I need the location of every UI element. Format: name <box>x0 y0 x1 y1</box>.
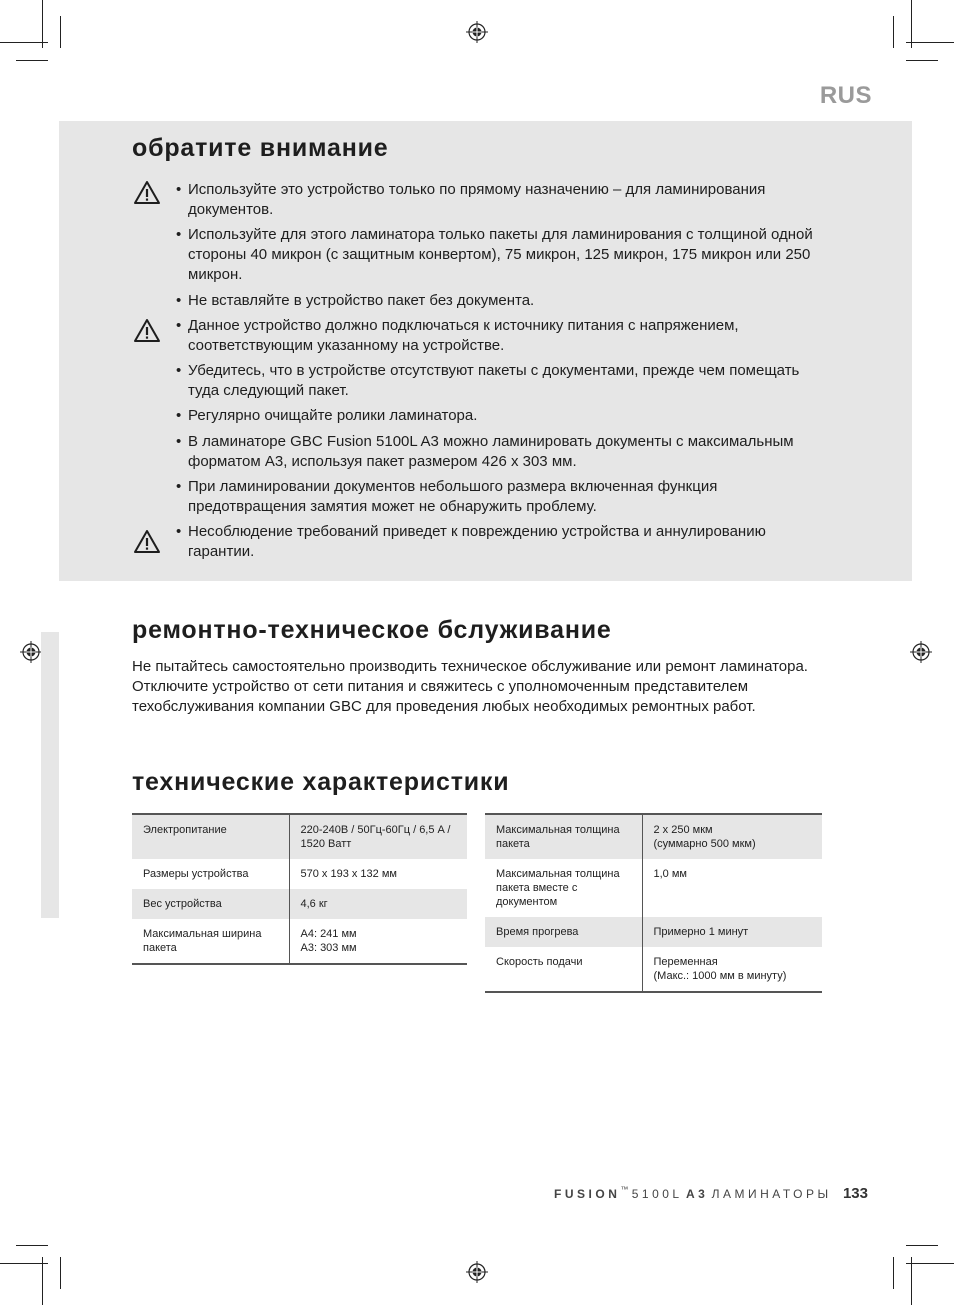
spec-value <box>642 947 822 992</box>
notice-item: • Убедитесь, что в устройстве отсутствуют пакеты с документами, прежде чем помещать туда следующий пакет. <box>176 361 816 401</box>
spec-label: Время прогрева <box>485 917 642 947</box>
warning-triangle-icon <box>133 318 161 344</box>
spec-label: Размеры устройства <box>132 859 289 889</box>
spec-value-line: (Макс.: 1000 мм в минуту) <box>653 970 787 982</box>
footer-model: 5100L <box>631 1187 683 1201</box>
spec-label: Электропитание <box>132 815 289 859</box>
table-row <box>132 919 467 964</box>
warning-triangle-icon <box>133 529 161 555</box>
spec-value: 4,6 кг <box>289 889 467 919</box>
spec-value-line: (суммарно 500 мкм) <box>653 838 756 850</box>
specs-table-left <box>132 815 467 965</box>
footer-trademark: ™ <box>620 1185 629 1194</box>
footer-size: A3 <box>685 1187 709 1201</box>
registration-mark-icon <box>466 21 488 43</box>
spec-value-line: A4: 241 мм <box>300 928 357 940</box>
registration-mark-icon <box>20 641 42 663</box>
table-row <box>132 889 467 919</box>
crop-mark <box>906 60 938 61</box>
spec-label: Максимальная ширина пакета <box>132 919 289 964</box>
footer-description: ЛАМИНАТОРЫ <box>711 1187 832 1201</box>
spec-value-line: Переменная <box>653 956 718 968</box>
spec-label: Максимальная толщина пакета вместе с документом <box>485 859 642 917</box>
notice-item: • В ламинаторе GBC Fusion 5100L A3 можно ламинировать документы с максимальным форматом A3, используя пакет размером 426 x 303 мм. <box>176 432 816 472</box>
page-footer <box>500 1185 868 1202</box>
table-row <box>485 815 822 859</box>
maintenance-title: ремонтно-техническое бслуживание <box>132 616 612 644</box>
spec-value-line: A3: 303 мм <box>300 942 357 954</box>
spec-label: Скорость подачи <box>485 947 642 992</box>
crop-mark <box>911 1257 912 1305</box>
specs-table-right <box>485 815 822 993</box>
table-row <box>485 859 822 917</box>
spec-value-line: 2 x 250 мкм <box>653 824 713 836</box>
notice-item: • При ламинировании документов небольшого размера включенная функция предотвращения замятия может не обнаружить проблему. <box>176 477 816 517</box>
crop-mark <box>893 1257 894 1289</box>
maintenance-text: Не пытайтесь самостоятельно производить техническое обслуживание или ремонт ламинатора. Отключите устройство от сети питания и свяжитесь с уполномоченным представителем техобслуживания компании GBC для проведения любых необходимых ремонтных работ. <box>132 658 808 715</box>
notice-title: обратите внимание <box>132 134 389 162</box>
crop-mark <box>906 1263 954 1264</box>
crop-mark <box>60 1257 61 1289</box>
crop-mark <box>0 42 48 43</box>
notice-item: • Данное устройство должно подключаться к источнику питания с напряжением, соответствующим указанному на устройстве. <box>176 316 816 356</box>
notice-item: • Несоблюдение требований приведет к повреждению устройства и аннулированию гарантии. <box>176 522 816 562</box>
crop-mark <box>906 42 954 43</box>
spec-value: 220-240В / 50Гц-60Гц / 6,5 A / 1520 Ватт <box>289 815 467 859</box>
warning-triangle-icon <box>133 180 161 206</box>
crop-mark <box>906 1245 938 1246</box>
spec-value: Примерно 1 минут <box>642 917 822 947</box>
spec-value: 570 x 193 x 132 мм <box>300 868 397 880</box>
notice-item: • Используйте это устройство только по прямому назначению – для ламинирования документов. <box>176 180 816 220</box>
crop-mark <box>60 16 61 48</box>
side-tab-bar <box>41 632 59 918</box>
crop-mark <box>42 0 43 48</box>
spec-value <box>642 815 822 859</box>
spec-value: 1,0 мм <box>653 868 687 880</box>
notice-item: • Используйте для этого ламинатора только пакеты для ламинирования с толщиной одной стороны 40 микрон (с защитным конвертом), 75 микрон, 125 микрон, 175 микрон или 250 микрон. <box>176 225 816 285</box>
spec-value <box>289 919 467 964</box>
registration-mark-icon <box>466 1261 488 1283</box>
table-row <box>132 859 467 889</box>
table-row <box>485 947 822 992</box>
notice-item: • Регулярно очищайте ролики ламинатора. <box>176 406 816 426</box>
crop-mark <box>893 16 894 48</box>
footer-brand: FUSION <box>554 1187 621 1201</box>
language-tag: RUS <box>819 82 872 109</box>
table-row <box>485 917 822 947</box>
crop-mark <box>16 60 48 61</box>
table-row <box>132 815 467 859</box>
notice-list <box>176 180 816 568</box>
page-number: 133 <box>842 1185 868 1202</box>
crop-mark <box>0 1263 48 1264</box>
crop-mark <box>42 1257 43 1305</box>
crop-mark <box>911 0 912 48</box>
registration-mark-icon <box>910 641 932 663</box>
spec-label: Максимальная толщина пакета <box>485 815 642 859</box>
specs-title: технические характеристики <box>132 768 510 796</box>
crop-mark <box>16 1245 48 1246</box>
spec-label: Вес устройства <box>132 889 289 919</box>
notice-item: • Не вставляйте в устройство пакет без документа. <box>176 291 816 311</box>
